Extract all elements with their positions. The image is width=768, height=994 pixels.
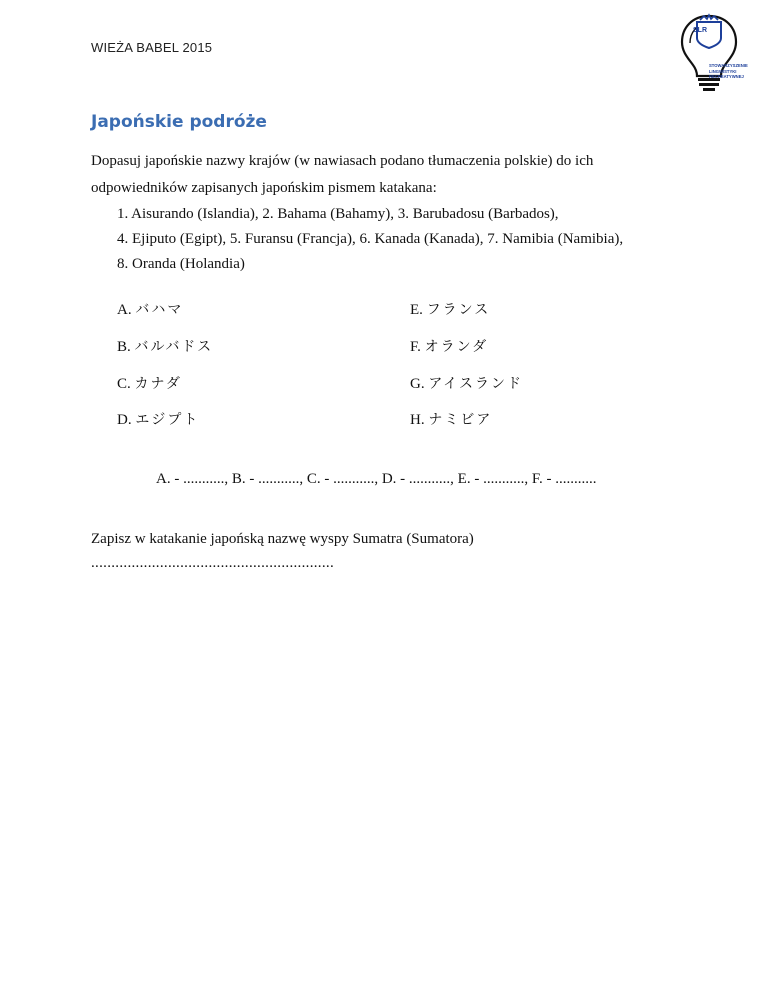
task-instructions xyxy=(91,148,691,202)
option-a xyxy=(117,299,183,319)
logo-caption xyxy=(709,63,748,80)
answer-blank: ............................................................ xyxy=(91,555,334,571)
option-katakana: バルバドス xyxy=(134,339,214,355)
option-e xyxy=(410,299,490,319)
lightbulb-logo-icon xyxy=(676,12,742,92)
option-katakana: ナミビア xyxy=(428,412,493,428)
logo-line: RECREATYWNEJ xyxy=(709,74,744,80)
option-letter: C. xyxy=(117,376,131,392)
option-katakana: エジプト xyxy=(135,412,200,428)
option-katakana: バハマ xyxy=(135,302,184,318)
logo-line: LINGWISTYKI xyxy=(709,68,737,74)
option-f xyxy=(410,336,488,356)
option-katakana: アイスランド xyxy=(428,376,523,392)
page-header: WIEŻA BABEL 2015 xyxy=(91,40,213,55)
option-g xyxy=(410,373,523,393)
country-list-line: 8. Oranda (Holandia) xyxy=(117,256,245,272)
option-letter: B. xyxy=(117,339,131,355)
page-title: Japońskie podróże xyxy=(91,112,267,132)
logo xyxy=(676,12,748,92)
option-letter: D. xyxy=(117,412,132,428)
option-katakana: カナダ xyxy=(134,376,182,392)
country-list-line: 1. Aisurando (Islandia), 2. Bahama (Bahamy), 3. Barubadosu (Barbados), xyxy=(117,206,559,222)
logo-line: STOWARZYSZENIE xyxy=(709,63,748,68)
option-katakana: フランス xyxy=(426,302,491,318)
instruction-line: Dopasuj japońskie nazwy krajów (w nawiasach podano tłumaczenia polskie) do ich xyxy=(91,153,594,169)
option-b xyxy=(117,336,213,356)
answer-line: A. - ..........., B. - ..........., C. - ..........., D. - ..........., E. - ..........., F. - ........... xyxy=(156,471,597,487)
option-letter: H. xyxy=(410,412,425,428)
option-letter: G. xyxy=(410,376,425,392)
option-c xyxy=(117,373,182,393)
option-d xyxy=(117,409,199,429)
instruction-line: odpowiedników zapisanych japońskim pismem katakana: xyxy=(91,180,437,196)
question-sumatra: Zapisz w katakanie japońską nazwę wyspy Sumatra (Sumatora) xyxy=(91,531,474,547)
option-letter: A. xyxy=(117,302,132,318)
option-h xyxy=(410,409,492,429)
country-list xyxy=(117,202,717,277)
option-letter: F. xyxy=(410,339,421,355)
country-list-line: 4. Ejiputo (Egipt), 5. Furansu (Francja), 6. Kanada (Kanada), 7. Namibia (Namibia), xyxy=(117,231,624,247)
option-letter: E. xyxy=(410,302,423,318)
option-katakana: オランダ xyxy=(424,339,489,355)
logo-initials: SLR xyxy=(693,27,707,34)
